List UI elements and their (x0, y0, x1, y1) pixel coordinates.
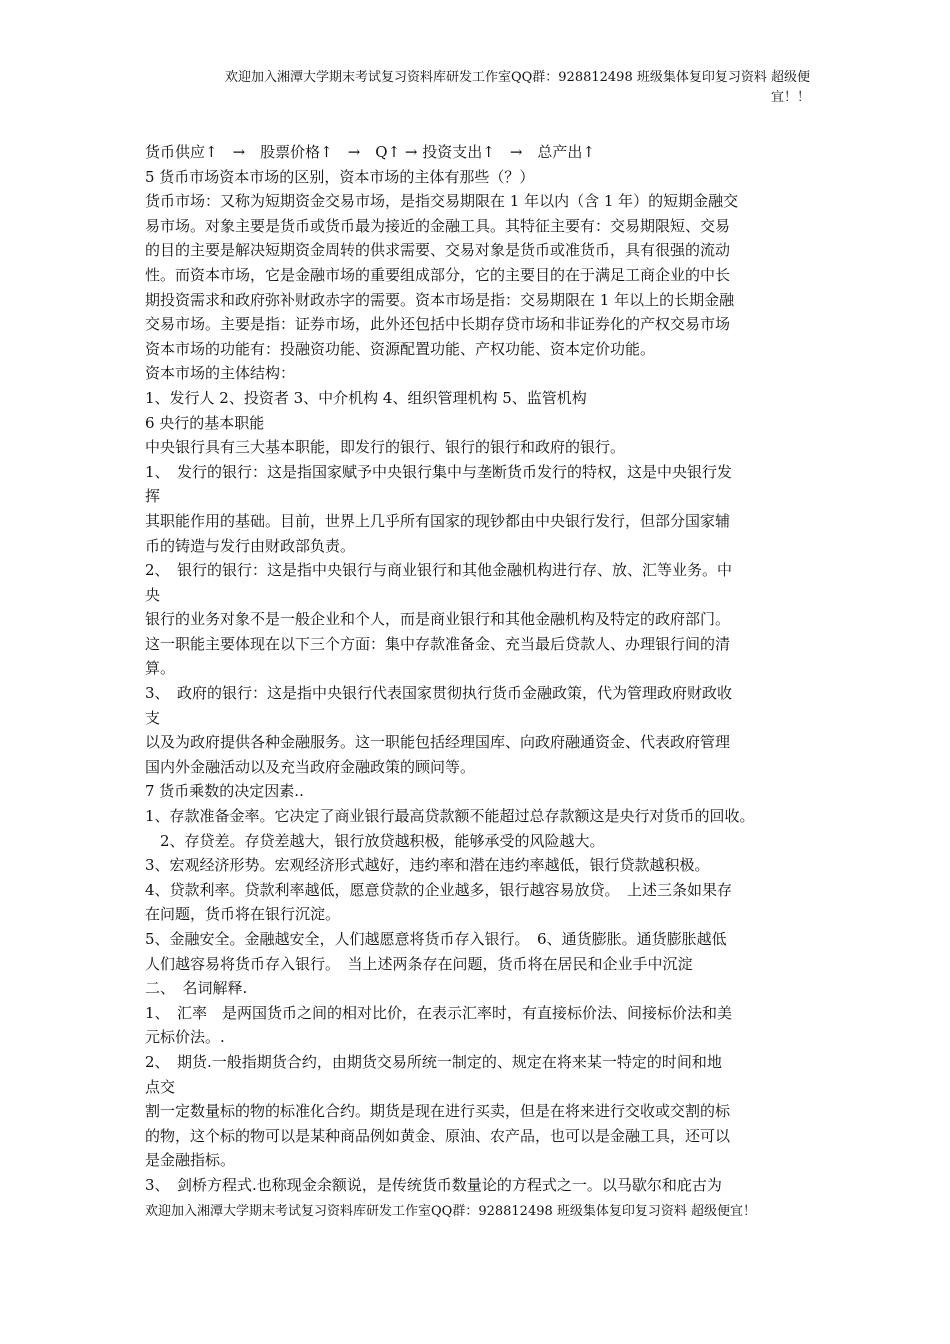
document-body (145, 140, 820, 1198)
text-line: 割一定数量标的物的标准化合约。期货是现在进行买卖，但是在将来进行交收或交割的标 (145, 1102, 731, 1121)
text-line: 的物，这个标的物可以是某种商品例如黄金、原油、农产品，也可以是金融工具，还可以 (145, 1126, 731, 1145)
text-line: 性。而资本市场，它是金融市场的重要组成部分，它的主要目的在于满足工商企业的中长 (145, 265, 731, 284)
header-line-1: 欢迎加入湘潭大学期末考试复习资料库研发工作室QQ群：928812498 班级集体复印复习资料 超级便 (224, 70, 810, 85)
text-line: 货币市场：又称为短期资金交易市场，是指交易期限在 1 年以内（含 1 年）的短期金融交 (145, 192, 739, 211)
text-line: 人们越容易将货币存入银行。 当上述两条存在问题，货币将在居民和企业手中沉淀 (145, 954, 693, 973)
text-line: 二、 名词解释. (145, 979, 248, 998)
text-line: 以及为政府提供各种金融服务。这一职能包括经理国库、向政府融通资金、代表政府管理 (145, 733, 731, 752)
text-line: 5、金融安全。金融越安全，人们越愿意将货币存入银行。 6、通货膨胀。通货膨胀越低 (145, 930, 727, 948)
text-line: 的目的主要是解决短期资金周转的供求需要、交易对象是货币或准货币，具有很强的流动 (145, 241, 731, 260)
text-line: 6 央行的基本职能 (145, 413, 265, 432)
text-line: 央 (145, 585, 161, 604)
text-line: 算。 (145, 659, 176, 678)
text-line: 1、存款准备金率。它决定了商业银行最高贷款额不能超过总存款额这是央行对货币的回收。 (145, 807, 755, 826)
text-line: 这一职能主要体现在以下三个方面：集中存款准备金、充当最后贷款人、办理银行间的清 (145, 634, 731, 653)
text-line: 资本市场的主体结构： (145, 364, 296, 383)
page-footer: 欢迎加入湘潭大学期末考试复习资料库研发工作室QQ群：928812498 班级集体复印复习资料 超级便宜！ (145, 1204, 757, 1219)
text-line: 5 货币市场资本市场的区别，资本市场的主体有那些（？） (145, 167, 535, 186)
text-line: 1、 汇率 是两国货币之间的相对比价，在表示汇率时，有直接标价法、间接标价法和美 (145, 1003, 733, 1022)
text-line: 1、发行人 2、投资者 3、中介机构 4、组织管理机构 5、监管机构 (145, 388, 587, 407)
text-line: 其职能作用的基础。目前，世界上几乎所有国家的现钞都由中央银行发行，但部分国家辅 (145, 511, 731, 530)
text-line: 国内外金融活动以及充当政府金融政策的顾问等。 (145, 757, 476, 776)
text-line: 3、 政府的银行：这是指中央银行代表国家贯彻执行货币金融政策，代为管理政府财政收 (145, 684, 733, 703)
text-line: 在问题，货币将在银行沉淀。 (145, 905, 341, 924)
text-line: 易市场。对象主要是货币或货币最为接近的金融工具。其特征主要有：交易期限短、交易 (145, 216, 731, 235)
text-line: 中央银行具有三大基本职能，即发行的银行、银行的银行和政府的银行。 (145, 438, 626, 457)
text-line: 挥 (145, 487, 161, 506)
text-line: 交易市场。主要是指：证券市场，此外还包括中长期存贷市场和非证券化的产权交易市场 (145, 315, 731, 334)
text-line: 币的铸造与发行由财政部负责。 (145, 536, 356, 555)
text-line: 银行的业务对象不是一般企业和个人，而是商业银行和其他金融机构及特定的政府部门。 (145, 610, 731, 629)
text-line: 期投资需求和政府弥补财政赤字的需要。资本市场是指：交易期限在 1 年以上的长期金融 (145, 290, 735, 309)
text-line: 2、 银行的银行：这是指中央银行与商业银行和其他金融机构进行存、放、汇等业务。中 (145, 561, 733, 580)
text-line: 元标价法。. (145, 1028, 225, 1047)
text-line: 4、贷款利率。贷款利率越低，愿意贷款的企业越多，银行越容易放贷。 上述三条如果存 (145, 880, 733, 899)
header-line-2: 宜！！ (770, 90, 810, 105)
text-line: 是金融指标。 (145, 1151, 236, 1170)
text-line: 点交 (145, 1077, 176, 1096)
page-header (150, 68, 810, 108)
text-line: 货币供应↑ → 股票价格↑ → Q↑ → 投资支出↑ → 总产出↑ (145, 143, 595, 161)
text-line: 2、 期货.一般指期货合约，由期货交易所统一制定的、规定在将来某一特定的时间和地 (145, 1052, 722, 1071)
text-line: 1、 发行的银行：这是指国家赋予中央银行集中与垄断货币发行的特权，这是中央银行发 (145, 462, 733, 481)
text-line: 支 (145, 708, 161, 727)
text-line: 2、存贷差。存贷差越大，银行放贷越积极，能够承受的风险越大。 (145, 831, 605, 850)
text-line: 7 货币乘数的决定因素.. (145, 782, 304, 801)
text-line: 3、 剑桥方程式.也称现金余额说，是传统货币数量论的方程式之一。以马歇尔和庇古为 (145, 1175, 722, 1194)
text-line: 3、宏观经济形势。宏观经济形式越好，违约率和潜在违约率越低，银行贷款越积极。 (145, 856, 710, 875)
text-line: 资本市场的功能有：投融资功能、资源配置功能、产权功能、资本定价功能。 (145, 339, 656, 358)
